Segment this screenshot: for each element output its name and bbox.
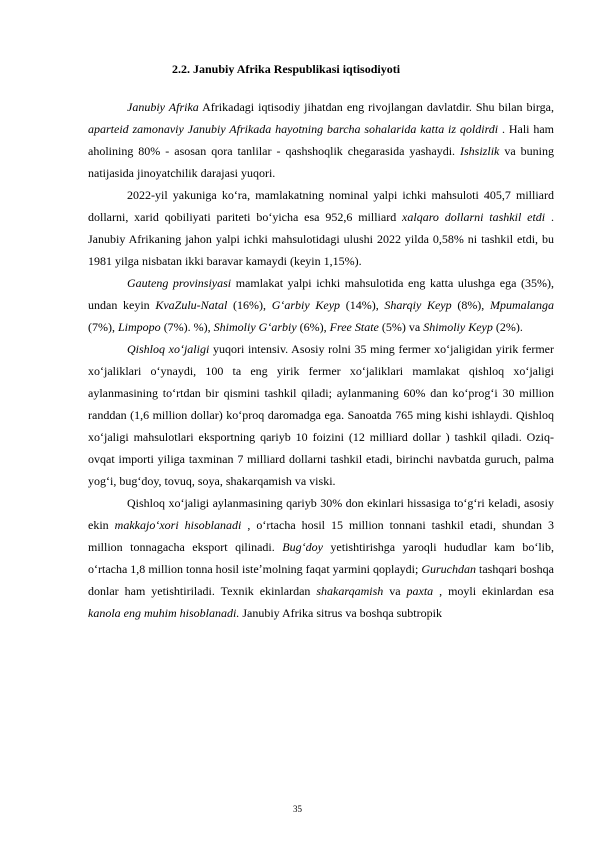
paragraph bbox=[88, 96, 554, 184]
text-run: (8%), bbox=[451, 298, 490, 312]
italic-term: Gʻarbiy Keyp bbox=[271, 298, 341, 312]
paragraph bbox=[88, 184, 554, 272]
text-run: (2%). bbox=[492, 320, 523, 334]
text-run: (14%), bbox=[340, 298, 385, 312]
text-run: yuqori intensiv. Asosiy rolni 35 ming fermer xoʻjaligidan yirik fermer xoʻjaliklari oʻynaydi, 100 ta eng yirik fermer xoʻjaliklari mamlakat qishloq xoʻjaligi aylanmasining toʻrtdan bir qismini tashkil qiladi; aylanmaning 60% dan koʻprogʻi 30 million randdan (1,6 million dollar) koʻproq daromadga ega. Sanoatda 765 ming kishi ishlaydi. Qishloq xoʻjaligi mahsulotlari eksportning qariyb 10 foizini (12 milliard dollar ) tashkil qiladi. Oziq-ovqat importi yiliga taxminan 7 milliard dollarni tashkil etadi, birinchi navbatda guruch, palma yogʻi, bugʻdoy, tovuq, soya, shakarqamish va viski. bbox=[88, 342, 555, 488]
text-run: 2022-yil yakuniga koʻra, mamlakatning nominal yalpi ichki mahsuloti 405,7 milliard dollarni, xarid qobiliyati pariteti boʻyicha esa 952,6 milliard bbox=[88, 188, 554, 224]
text-run: , oʻrtacha hosil 15 million tonnani tashkil etadi, shundan 3 million tonnagacha eksport qilinadi. bbox=[88, 518, 554, 554]
text-run: . Janubiy Afrikaning jahon yalpi ichki mahsulotidagi ulushi 2022 yilda 0,58% ni tashkil etdi, bu 1981 yilga nisbatan ikki baravar kamaydi (keyin 1,15%). bbox=[88, 210, 554, 268]
italic-term: Mpumalanga bbox=[490, 298, 554, 312]
italic-term: Free State bbox=[329, 320, 379, 334]
italic-term: Guruchdan bbox=[421, 562, 476, 576]
italic-term: Limpopo bbox=[118, 320, 161, 334]
text-run: (5%) va bbox=[378, 320, 424, 334]
italic-term: Shimoliy Keyp bbox=[423, 320, 493, 334]
italic-term: xalqaro dollarni tashkil etdi bbox=[402, 210, 546, 224]
text-run: Afrikadagi iqtisodiy jihatdan eng rivojlangan davlatdir. Shu bilan birga, bbox=[198, 100, 554, 114]
text-run: Qishloq xoʻjaligi aylanmasining qariyb 30% don ekinlari hissasiga toʻgʻri keladi, asosiy ekin bbox=[88, 496, 554, 532]
italic-term: Qishloq xoʻjaligi bbox=[127, 342, 210, 356]
text-run: Janubiy Afrika sitrus va boshqa subtropik bbox=[239, 606, 442, 620]
section-heading: 2.2. Janubiy Afrika Respublikasi iqtisodiyoti bbox=[172, 62, 401, 76]
text-run: mamlakat yalpi ichki mahsulotida eng katta ulushga ega (35%), undan keyin bbox=[88, 276, 555, 312]
text-run: va buning natijasida jinoyatchilik darajasi yuqori. bbox=[88, 144, 554, 180]
text-run: . Hali ham aholining 80% - asosan qora tanlilar - qashshoqlik chegarasida yashaydi. bbox=[88, 122, 554, 158]
italic-term: aparteid zamonaviy Janubiy Afrikada hayotning barcha sohalarida katta iz qoldirdi bbox=[88, 122, 499, 136]
italic-term: Gauteng provinsiyasi bbox=[127, 276, 232, 290]
paragraph bbox=[88, 492, 554, 624]
italic-term: Janubiy Afrika bbox=[127, 100, 199, 114]
paragraph bbox=[88, 272, 554, 338]
text-run: (7%), bbox=[88, 320, 118, 334]
body-text bbox=[88, 96, 554, 624]
italic-term: Bugʻdoy bbox=[282, 540, 323, 554]
italic-term: paxta bbox=[406, 584, 434, 598]
text-run: (7%). %), bbox=[160, 320, 214, 334]
text-run: yetishtirishga yaroqli hududlar kam boʻlib, oʻrtacha 1,8 million tonna hosil isteʼmolning faqat yarmini qoplaydi; bbox=[88, 540, 554, 576]
italic-term: kanola eng muhim hisoblanadi. bbox=[88, 606, 240, 620]
italic-term: Shimoliy Gʻarbiy bbox=[213, 320, 297, 334]
text-run: (16%), bbox=[227, 298, 272, 312]
text-run: va bbox=[383, 584, 407, 598]
paragraph bbox=[88, 338, 554, 492]
italic-term: shakarqamish bbox=[316, 584, 384, 598]
italic-term: Sharqiy Keyp bbox=[384, 298, 452, 312]
text-run: (6%), bbox=[296, 320, 330, 334]
italic-term: makkajoʻxori hisoblanadi bbox=[114, 518, 242, 532]
italic-term: Ishsizlik bbox=[460, 144, 500, 158]
italic-term: KvaZulu-Natal bbox=[155, 298, 228, 312]
text-run: tashqari boshqa donlar ham yetishtiriladi. Texnik ekinlardan bbox=[88, 562, 554, 598]
text-run: , moyli ekinlardan esa bbox=[433, 584, 554, 598]
page-number: 35 bbox=[293, 804, 302, 814]
